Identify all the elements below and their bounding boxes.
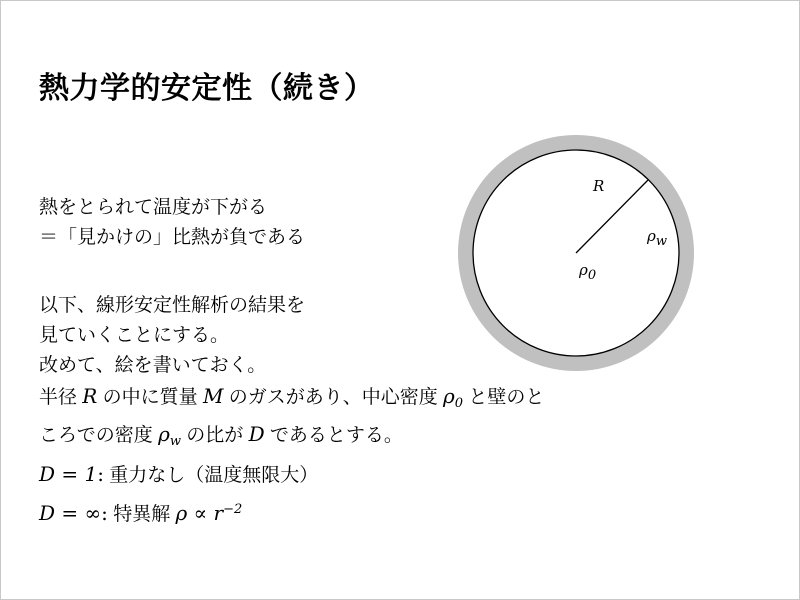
equation-colon: : — [97, 462, 104, 486]
equation-lhs: D = ∞ — [39, 501, 102, 525]
sphere-diagram — [453, 129, 723, 391]
rho-glyph: ρ — [647, 227, 656, 245]
paragraph-line: ＝「見かけの」比熱が負である — [39, 227, 306, 248]
text-fragment: と壁のと — [468, 387, 545, 408]
equation-lhs: D = 1 — [39, 462, 98, 486]
sphere-diagram-svg — [453, 129, 723, 391]
rho-glyph: ρ — [579, 261, 588, 279]
paragraph-line: 以下、線形安定性解析の結果を — [39, 295, 306, 316]
equation-line-1 — [39, 457, 544, 493]
equation-colon: : — [101, 501, 108, 525]
math-symbol-rhow — [158, 422, 181, 449]
paragraph-line: 改めて、絵を書いておく。 — [39, 355, 267, 376]
radius-symbol: r — [213, 501, 224, 525]
page-title: 熱力学的安定性（続き） — [39, 72, 375, 105]
paragraph-line: 熱をとられて温度が下がる — [39, 197, 268, 218]
equation-expression — [176, 501, 243, 525]
definition-line-2 — [39, 419, 544, 457]
text-fragment: の中に質量 — [102, 387, 198, 408]
paragraph-line: 見ていくことにする。 — [39, 325, 230, 346]
figure-label-rho-0 — [579, 261, 596, 283]
text-fragment: ころでの密度 — [39, 425, 153, 446]
figure-label-rho-w — [647, 227, 667, 249]
equation-text: 重力なし（温度無限大） — [109, 465, 319, 486]
text-fragment: のガスがあり、中心密度 — [228, 387, 438, 408]
equation-text: 特異解 — [113, 504, 171, 525]
paragraph-block-1 — [39, 193, 305, 253]
rho-subscript: w — [169, 434, 181, 449]
text-fragment: の比が — [186, 425, 244, 446]
rho-glyph: ρ — [158, 422, 170, 446]
rho-subscript: 0 — [454, 396, 464, 411]
equation-line-2 — [39, 493, 544, 532]
math-symbol-D: D — [248, 422, 265, 446]
math-symbol-R: R — [82, 384, 98, 408]
text-fragment: 半径 — [39, 387, 78, 408]
rho-glyph: ρ — [175, 501, 188, 525]
rho-glyph: ρ — [443, 384, 455, 408]
text-fragment: であるとする。 — [269, 425, 403, 446]
exponent: −2 — [223, 502, 243, 517]
rho-subscript: 0 — [587, 268, 597, 283]
rho-subscript: w — [655, 234, 667, 249]
math-symbol-M: M — [202, 384, 224, 408]
figure-label-R: R — [593, 177, 605, 195]
proportional-symbol: ∝ — [193, 501, 208, 525]
